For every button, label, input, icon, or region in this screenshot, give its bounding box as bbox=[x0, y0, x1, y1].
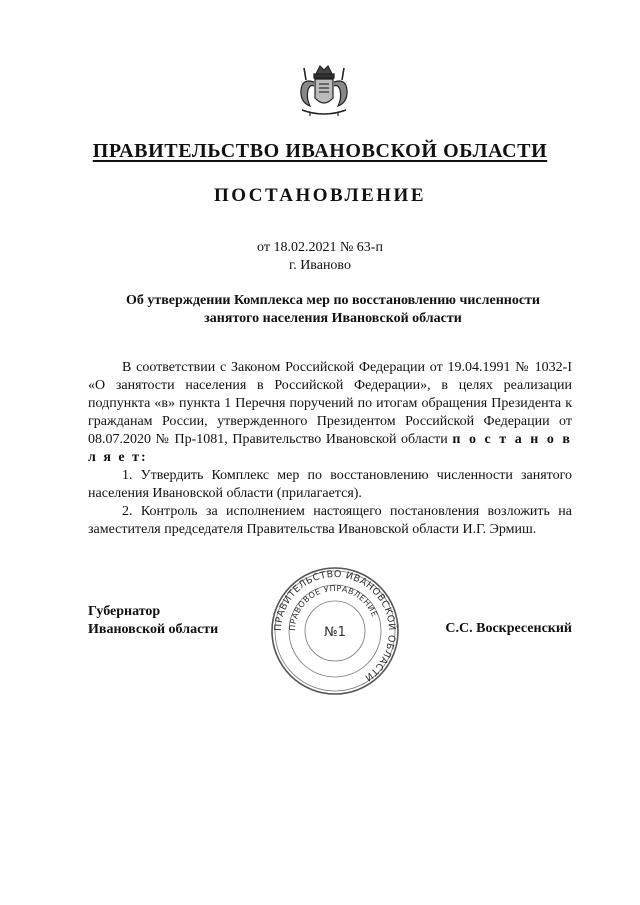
subject-line-1: Об утверждении Комплекса мер по восстановлению численности bbox=[125, 293, 540, 308]
subject-line-2: занятого населения Ивановской области bbox=[204, 311, 462, 326]
body-paragraph-3: 2. Контроль за исполнением настоящего постановления возложить на заместителя председателя Правительства Ивановской области И.Г. Эрмиш. bbox=[88, 504, 572, 537]
coat-of-arms-icon bbox=[296, 60, 352, 120]
official-seal bbox=[270, 566, 400, 696]
seal-outer-text: ПРАВИТЕЛЬСТВО ИВАНОВСКОЙ ОБЛАСТИ bbox=[272, 568, 398, 684]
document-subject bbox=[96, 292, 570, 328]
signatory-position-line-1: Губернатор bbox=[88, 604, 161, 619]
document-date-number: от 18.02.2021 № 63-п bbox=[257, 240, 383, 255]
resolves-word: п о с т а н о в л я е т bbox=[88, 432, 572, 465]
body-paragraph-2: 1. Утвердить Комплекс мер по восстановлению численности занятого населения Ивановской области (прилагается). bbox=[88, 468, 572, 501]
paragraph-1-text: В соответствии с Законом Российской Федерации от 19.04.1991 № 1032-I «О занятости населения в Российской Федерации», в целях реализации подпункта «в» пункта 1 Перечня поручений по итогам обращения Президента к гражданам России, утвержденного Президентом Российской Федерации от 08.07.2020 № Пр-1081, Правительство Ивановской области bbox=[88, 360, 572, 447]
document-body bbox=[88, 359, 572, 539]
body-paragraph-1 bbox=[88, 359, 572, 467]
government-title: ПРАВИТЕЛЬСТВО ИВАНОВСКОЙ ОБЛАСТИ bbox=[92, 140, 548, 162]
signatory-position bbox=[88, 603, 218, 639]
document-type: ПОСТАНОВЛЕНИЕ bbox=[213, 185, 427, 206]
signatory-name: С.С. Воскресенский bbox=[445, 621, 572, 636]
seal-inner-text: ПРАВОВОЕ УПРАВЛЕНИЕ bbox=[287, 583, 380, 632]
document-city: г. Иваново bbox=[289, 258, 351, 273]
signatory-position-line-2: Ивановской области bbox=[88, 622, 219, 637]
seal-number: №1 bbox=[324, 625, 346, 640]
resolves-colon: : bbox=[141, 450, 146, 465]
